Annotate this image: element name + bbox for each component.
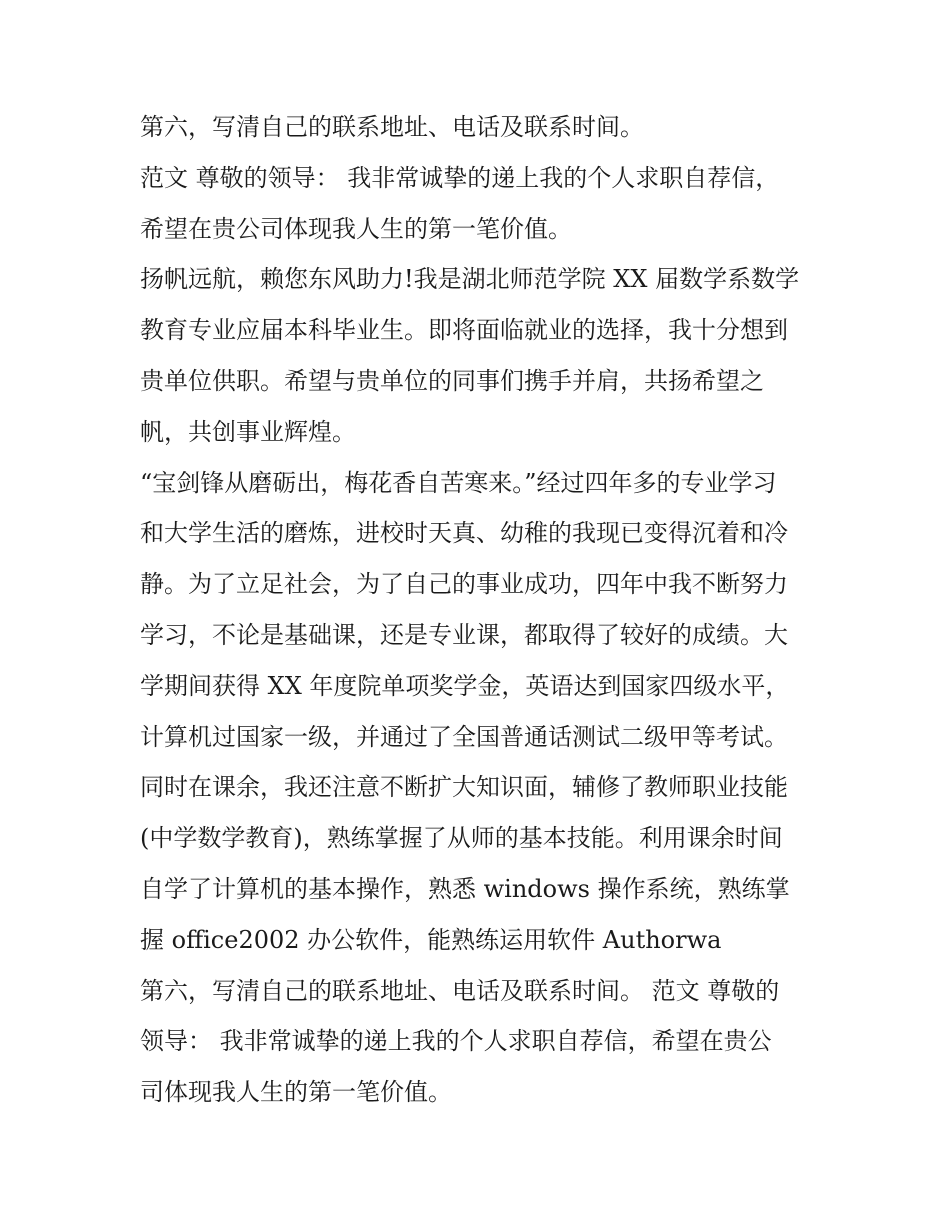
text-line: 学习，不论是基础课，还是专业课，都取得了较好的成绩。大 <box>140 620 788 649</box>
paragraph <box>140 254 840 457</box>
paragraph <box>140 966 840 1118</box>
text-line: 计算机过国家一级，并通过了全国普通话测试二级甲等考试。 <box>140 722 788 751</box>
paragraph <box>140 153 840 255</box>
text-line: 司体现我人生的第一笔价值。 <box>140 1078 452 1107</box>
document-body <box>140 102 840 1118</box>
text-line: 贵单位供职。希望与贵单位的同事们携手并肩，共扬希望之 <box>140 366 764 395</box>
text-line: (中学数学教育)，熟练掌握了从师的基本技能。利用课余时间 <box>140 824 783 853</box>
text-line: 扬帆远航，赖您东风助力!我是湖北师范学院 XX 届数学系数学 <box>140 265 800 294</box>
text-line: 教育专业应届本科毕业生。即将面临就业的选择，我十分想到 <box>140 316 788 345</box>
text-line: 静。为了立足社会，为了自己的事业成功，四年中我不断努力 <box>140 570 788 599</box>
text-line: 同时在课余，我还注意不断扩大知识面，辅修了教师职业技能 <box>140 773 788 802</box>
text-line: 希望在贵公司体现我人生的第一笔价值。 <box>140 214 572 243</box>
text-line: 自学了计算机的基本操作，熟悉 windows 操作系统，熟练掌 <box>140 874 790 903</box>
paragraph <box>140 102 840 153</box>
text-line: 第六，写清自己的联系地址、电话及联系时间。 <box>140 113 644 141</box>
text-line: 帆，共创事业辉煌。 <box>140 417 356 446</box>
text-line: 和大学生活的磨炼，进校时天真、幼稚的我现已变得沉着和冷 <box>140 519 788 548</box>
text-line: 范文 尊敬的领导： 我非常诚挚的递上我的个人求职自荐信， <box>140 163 780 192</box>
text-line: 握 office2002 办公软件，能熟练运用软件 Authorwa <box>140 925 722 954</box>
text-line: 第六，写清自己的联系地址、电话及联系时间。 范文 尊敬的 <box>140 976 780 1005</box>
text-line: “宝剑锋从磨砺出，梅花香自苦寒来。”经过四年多的专业学习 <box>140 468 777 497</box>
text-line: 学期间获得 XX 年度院单项奖学金，英语达到国家四级水平， <box>140 671 790 700</box>
paragraph <box>140 458 840 966</box>
text-line: 领导： 我非常诚挚的递上我的个人求职自荐信，希望在贵公 <box>140 1027 772 1056</box>
